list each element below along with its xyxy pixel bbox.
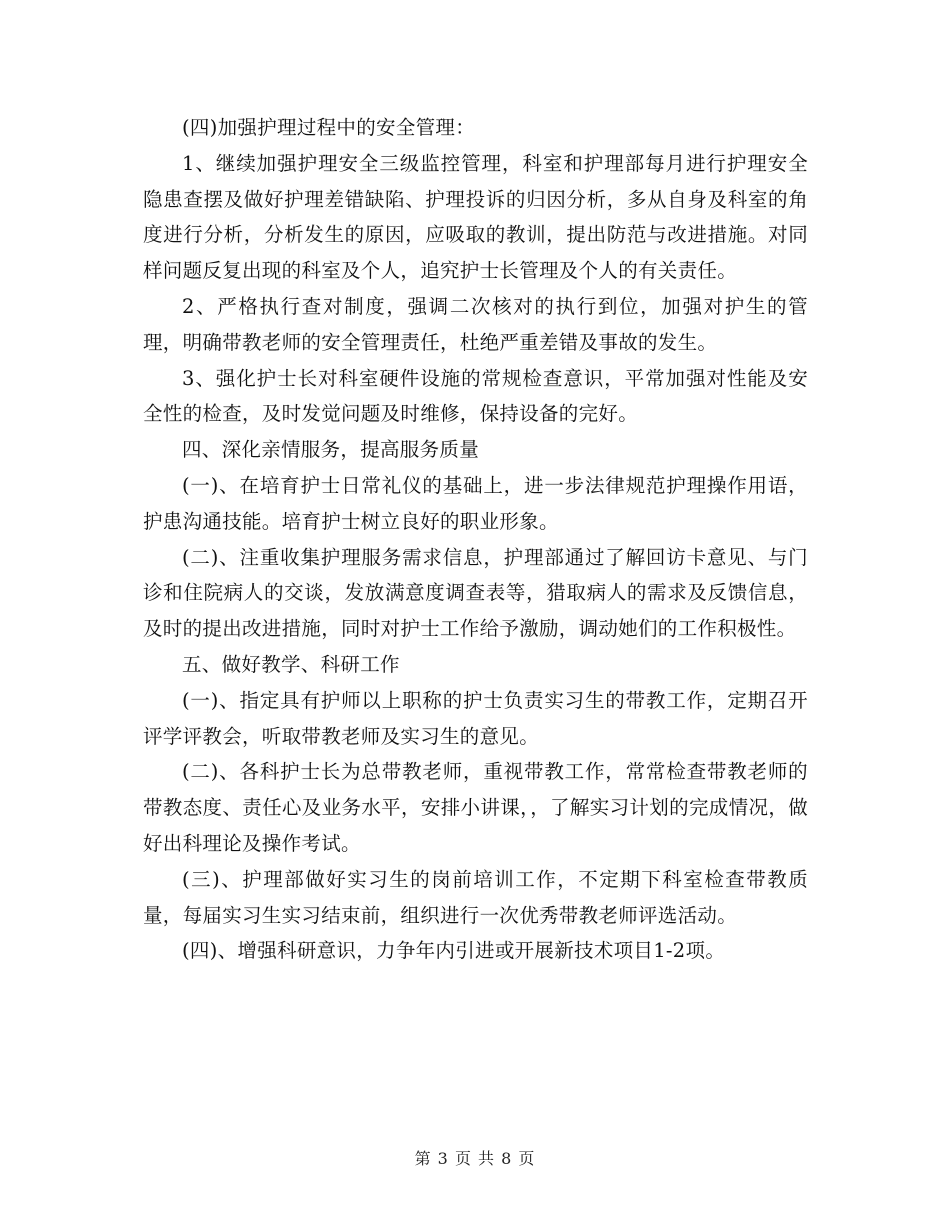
paragraph-intern-supervision: (一)、指定具有护师以上职称的护士负责实习生的带教工作，定期召开评学评教会，听取带教老师及实习生的意见。 (143, 688, 808, 748)
paragraph-safety-management-heading: (四)加强护理过程中的安全管理： (182, 116, 476, 139)
page-number-footer: 第 3 页 共 8 页 (414, 1149, 536, 1168)
document-body (143, 110, 808, 969)
paragraph-checking-system: 2、严格执行查对制度，强调二次核对的执行到位，加强对护生的管理，明确带教老师的安全管理责任，杜绝严重差错及事故的发生。 (143, 294, 808, 354)
paragraph-equipment-inspection: 3、强化护士长对科室硬件设施的常规检查意识，平常加强对性能及安全性的检查，及时发觉问题及时维修，保持设备的完好。 (143, 366, 808, 426)
paragraph-safety-monitoring: 1、继续加强护理安全三级监控管理，科室和护理部每月进行护理安全隐患查摆及做好护理差错缺陷、护理投诉的归因分析，多从自身及科室的角度进行分析，分析发生的原因，应吸取的教训，提出防范与改进措施。对同样问题反复出现的科室及个人，追究护士长管理及个人的有关责任。 (143, 151, 808, 283)
paragraph-research-awareness: (四)、增强科研意识，力争年内引进或开展新技术项目1-2项。 (182, 939, 726, 963)
section-heading-service-quality: 四、深化亲情服务，提高服务质量 (182, 438, 480, 462)
paragraph-pre-job-training: (三)、护理部做好实习生的岗前培训工作，不定期下科室检查带教质量，每届实习生实习结束前，组织进行一次优秀带教老师评选活动。 (143, 867, 808, 927)
section-heading-teaching-research: 五、做好教学、科研工作 (182, 652, 400, 676)
paragraph-service-feedback: (二)、注重收集护理服务需求信息，护理部通过了解回访卡意见、与门诊和住院病人的交谈，发放满意度调查表等，猎取病人的需求及反馈信息，及时的提出改进措施，同时对护士工作给予激励，调动她们的工作积极性。 (143, 545, 808, 641)
paragraph-head-nurse-teaching: (二)、各科护士长为总带教老师，重视带教工作，常常检查带教老师的带教态度、责任心及业务水平，安排小讲课，，了解实习计划的完成情况，做好出科理论及操作考试。 (143, 760, 808, 855)
paragraph-etiquette-training: (一)、在培育护士日常礼仪的基础上，进一步法律规范护理操作用语，护患沟通技能。培育护士树立良好的职业形象。 (143, 473, 808, 533)
